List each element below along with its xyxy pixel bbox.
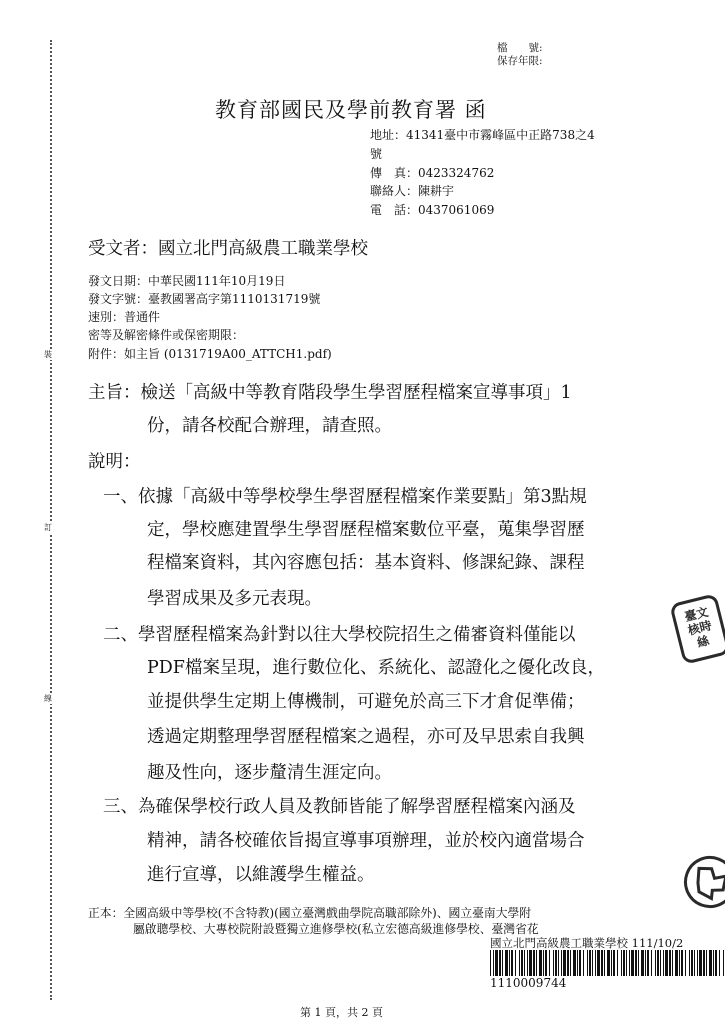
item-2-line-1: 二、學習歷程檔案為針對以往大學校院招生之備審資料僅能以 [103, 625, 576, 645]
document-number: 發文字號：臺教國署高字第1110131719號 [88, 292, 321, 306]
binding-dotted-line [50, 40, 52, 1000]
recipient: 受文者：國立北門高級農工職業學校 [88, 239, 368, 259]
subject-line-2: 份，請各校配合辦理，請查照。 [147, 416, 392, 436]
item-2-line-5: 趣及性向，逐步釐清生涯定向。 [147, 763, 392, 783]
file-number-label: 檔 號: [497, 42, 543, 54]
receipt-number: 1110009744 [490, 976, 570, 990]
agency-title: 教育部國民及學前教育署 函 [215, 98, 487, 122]
item-1-line-4: 學習成果及多元表現。 [147, 589, 322, 609]
cc-line-1: 正本：全國高級中等學校(不含特教)(國立臺灣戲曲學院高職部除外)、國立臺南大學附 [88, 906, 532, 920]
binding-mark-xian: 線 [44, 694, 52, 703]
binding-mark-ding: 訂 [44, 523, 52, 532]
retention-period-label: 保存年限: [497, 55, 543, 67]
page-number: 第 1 頁，共 2 頁 [300, 1006, 383, 1019]
item-3-line-1: 三、為確保學校行政人員及教師皆能了解學習歷程檔案內涵及 [103, 797, 576, 817]
fax: 傳 真：0423324762 [370, 166, 495, 180]
item-2-line-2: PDF檔案呈現，進行數位化、系統化、認證化之優化改良， [147, 658, 605, 678]
contact-person: 聯絡人：陳耕宇 [370, 184, 455, 198]
issue-date: 發文日期：中華民國111年10月19日 [88, 274, 286, 288]
approval-stamp: 臺文核時絲 [669, 593, 725, 665]
delivery-speed: 速別：普通件 [88, 310, 161, 324]
phone: 電 話：0437061069 [370, 203, 495, 217]
item-3-line-2: 精神，請各校確依旨揭宣導事項辦理，並於校內適當場合 [147, 831, 585, 851]
explanation-label: 說明： [88, 452, 141, 472]
binding-mark-zhuang: 裝 [44, 350, 52, 359]
cc-line-2: 屬啟聰學校、大專校院附設暨獨立進修學校(私立宏德高級進修學校、臺灣省花 [133, 922, 539, 936]
subject-line-1: 主旨：檢送「高級中等教育階段學生學習歷程檔案宣導事項」1 [88, 383, 572, 403]
address-line-1: 地址：41341臺中市霧峰區中正路738之4 [370, 128, 595, 142]
attachment: 附件：如主旨 (0131719A00_ATTCH1.pdf) [88, 347, 332, 361]
receipt-stamp-text: 國立北門高級農工職業學校 111/10/2 [490, 936, 684, 950]
item-3-line-3: 進行宣導，以維護學生權益。 [147, 865, 375, 885]
item-2-line-3: 並提供學生定期上傳機制，可避免於高三下才倉促準備； [147, 692, 585, 712]
seal-stamp [677, 849, 725, 916]
secrecy-level: 密等及解密條件或保密期限： [88, 328, 245, 342]
item-2-line-4: 透過定期整理學習歷程檔案之過程，亦可及早思索自我興 [147, 727, 585, 747]
address-line-2: 號 [370, 147, 383, 161]
item-1-line-1: 一、依據「高級中等學校學生學習歷程檔案作業要點」第3點規 [103, 487, 587, 507]
item-1-line-3: 程檔案資料，其內容應包括：基本資料、修課紀錄、課程 [147, 553, 585, 573]
item-1-line-2: 定，學校應建置學生學習歷程檔案數位平臺，蒐集學習歷 [147, 520, 585, 540]
